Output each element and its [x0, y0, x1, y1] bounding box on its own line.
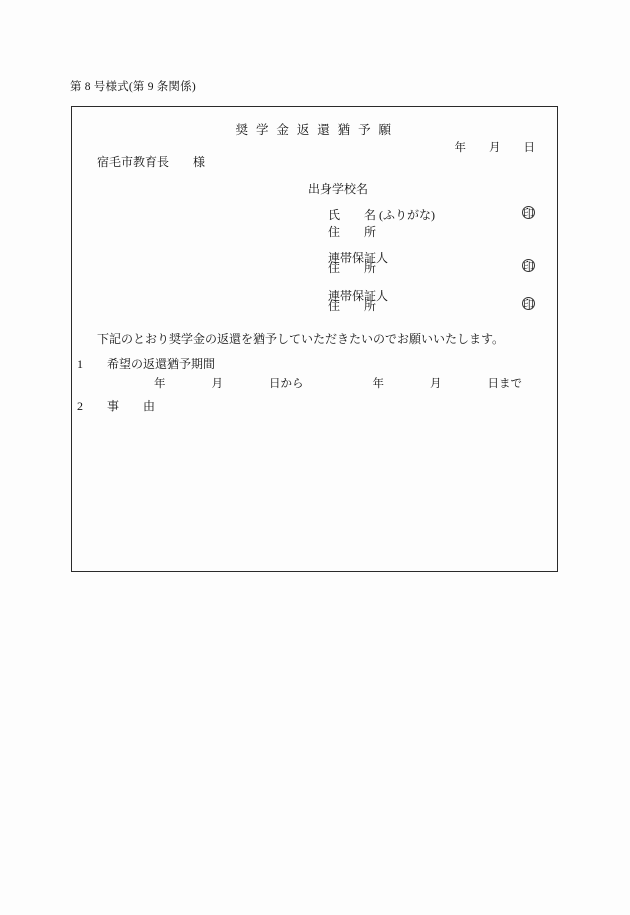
item-1-label: 1 希望の返還猶予期間	[77, 357, 216, 371]
school-name-label: 出身学校名	[308, 182, 369, 196]
applicant-address-label: 住 所	[328, 225, 377, 239]
guarantor1-address-label: 住 所	[328, 261, 377, 275]
seal-icon: 印	[523, 207, 534, 220]
guarantor1-title: 連帯保証人	[328, 251, 389, 265]
page-title: 奨 学 金 返 還 猶 予 願	[235, 123, 394, 137]
seal-icon: 印	[523, 298, 534, 311]
applicant-name-label: 氏 名 (ふりがな)	[328, 208, 435, 222]
item-2-label: 2 事 由	[77, 399, 156, 413]
seal-icon: 印	[523, 260, 534, 273]
period-line: 年 月 日から 年 月 日まで	[154, 378, 522, 390]
addressee: 宿毛市教育長 様	[97, 155, 206, 169]
form-box	[71, 106, 558, 572]
lead-paragraph: 下記のとおり奨学金の返還を猶予していただきたいのでお願いいたします。	[97, 332, 505, 346]
form-number: 第 8 号様式(第 9 条関係)	[70, 81, 196, 93]
guarantor2-title: 連帯保証人	[328, 289, 389, 303]
guarantor2-address-label: 住 所	[328, 299, 377, 313]
date-line: 年 月 日	[454, 142, 535, 154]
